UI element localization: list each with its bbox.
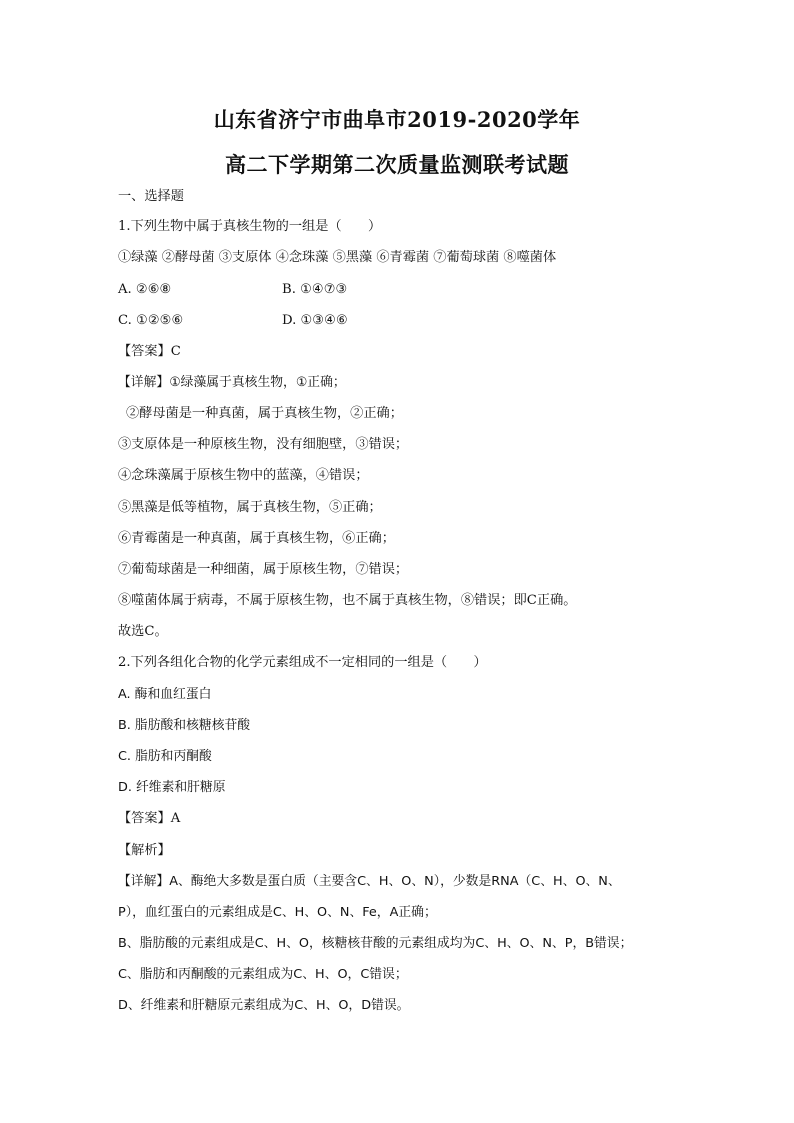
q2-answer: 【答案】A: [118, 811, 181, 826]
q1-detail-6: ⑥青霉菌是一种真菌，属于真核生物，⑥正确；: [118, 531, 395, 546]
q1-conclusion: 故选C。: [118, 624, 168, 639]
q1-detail-3: ③支原体是一种原核生物，没有细胞壁，③错误；: [118, 437, 409, 452]
q2-detail-2: P），血红蛋白的元素组成是C、H、O、N、Fe，A正确；: [118, 905, 437, 920]
q2-option-b: B. 脂肪酸和核糖核苷酸: [118, 718, 251, 733]
q2-analysis: 【解析】: [118, 843, 171, 858]
title-line-1: 山东省济宁市曲阜市2019-2020学年: [213, 107, 581, 132]
q1-detail-4: ④念珠藻属于原核生物中的蓝藻，④错误；: [118, 468, 369, 483]
q1-items: ①绿藻 ②酵母菌 ③支原体 ④念珠藻 ⑤黑藻 ⑥青霉菌 ⑦葡萄球菌 ⑧噬菌体: [118, 250, 557, 265]
q1-option-a: A. ②⑥⑧: [118, 282, 172, 297]
q1-detail-2: ②酵母菌是一种真菌，属于真核生物，②正确；: [126, 406, 403, 421]
section-heading: 一、选择题: [118, 189, 184, 204]
q2-option-d: D. 纤维素和肝糖原: [118, 780, 226, 795]
q1-detail-5: ⑤黑藻是低等植物，属于真核生物，⑤正确；: [118, 500, 382, 515]
q2-detail-4: C、脂肪和丙酮酸的元素组成为C、H、O，C错误；: [118, 967, 408, 982]
q1-stem: 1.下列生物中属于真核生物的一组是（ ）: [118, 219, 382, 234]
q2-detail-5: D、纤维素和肝糖原元素组成为C、H、O，D错误。: [118, 998, 410, 1013]
q1-detail-8: ⑧噬菌体属于病毒，不属于原核生物，也不属于真核生物，⑧错误；即C正确。: [118, 593, 577, 608]
q1-answer: 【答案】C: [118, 344, 181, 359]
q1-option-d: D. ①③④⑥: [282, 313, 348, 328]
q1-detail-1: 【详解】①绿藻属于真核生物，①正确；: [118, 375, 346, 390]
title-line-2: 高二下学期第二次质量监测联考试题: [225, 152, 569, 177]
q2-option-c: C. 脂肪和丙酮酸: [118, 749, 212, 764]
q2-option-a: A. 酶和血红蛋白: [118, 687, 212, 702]
q2-detail-1: 【详解】A、酶绝大多数是蛋白质（主要含C、H、O、N），少数是RNA（C、H、O、N、: [118, 874, 621, 889]
q1-detail-7: ⑦葡萄球菌是一种细菌，属于原核生物，⑦错误；: [118, 562, 409, 577]
q1-option-c: C. ①②⑤⑥: [118, 313, 184, 328]
q2-detail-3: B、脂肪酸的元素组成是C、H、O，核糖核苷酸的元素组成均为C、H、O、N、P，B错误；: [118, 936, 633, 951]
q1-option-b: B. ①④⑦③: [282, 282, 348, 297]
q2-stem: 2.下列各组化合物的化学元素组成不一定相同的一组是（ ）: [118, 655, 487, 670]
